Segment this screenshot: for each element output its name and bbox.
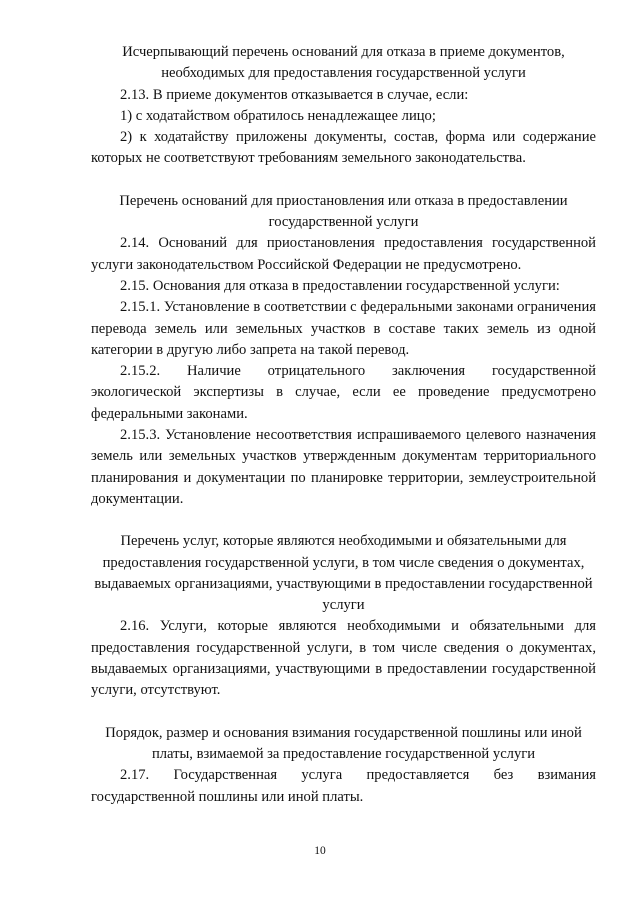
section-heading: Исчерпывающий перечень оснований для отказа в приеме документов, необходимых для предоставления государственной услуги [122,44,565,82]
section-fees [91,723,596,808]
paragraph: 2.15.3. Установление несоответствия испрашиваемого целевого назначения земель или земельных участков утвержденным документам территориального планирования и документации по планировке территории, землеустроительной документации. [91,427,596,507]
section-heading: Порядок, размер и основания взимания государственной пошлины или иной платы, взимаемой за предоставление государственной услуги [105,724,582,762]
section-refusal-acceptance [91,42,596,170]
paragraph: 2.15. Основания для отказа в предоставлении государственной услуги: [120,277,560,294]
spacer [91,170,596,191]
spacer [91,702,596,723]
paragraph: 2.13. В приеме документов отказывается в случае, если: [120,86,469,103]
paragraph: 1) с ходатайством обратилось ненадлежащее лицо; [120,107,436,124]
paragraph: 2.15.2. Наличие отрицательного заключения государственной экологической экспертизы в случае, если ее проведение предусмотрено федеральными законами. [91,363,596,422]
section-required-services [91,531,596,701]
page-number: 10 [314,845,326,857]
paragraph: 2) к ходатайству приложены документы, состав, форма или содержание которых не соответствуют требованиям земельного законодательства. [91,129,596,167]
section-heading: Перечень оснований для приостановления или отказа в предоставлении государственной услуги [119,192,568,231]
spacer [91,510,596,531]
paragraph: 2.17. Государственная услуга предоставляется без взимания государственной пошлины или иной платы. [91,767,596,805]
section-suspension-refusal [91,191,596,510]
paragraph: 2.14. Оснований для приостановления предоставления государственной услуги законодательством Российской Федерации не предусмотрено. [91,235,596,273]
paragraph: 2.15.1. Установление в соответствии с федеральными законами ограничения перевода земель или земельных участков в составе таких земель из одной категории в другую либо запрета на такой перевод. [91,299,596,358]
paragraph: 2.16. Услуги, которые являются необходимыми и обязательными для предоставления государственной услуги, в том числе сведения о документах, выдаваемых организациями, участвующими в предоставлении государственной услуги, отсутствуют. [91,618,596,699]
page-content [91,42,596,808]
section-heading: Перечень услуг, которые являются необходимыми и обязательными для предоставления государственной услуги, в том числе сведения о документах, выдаваемых организациями, участвующими в предоставлении государственной услуги [94,533,593,614]
